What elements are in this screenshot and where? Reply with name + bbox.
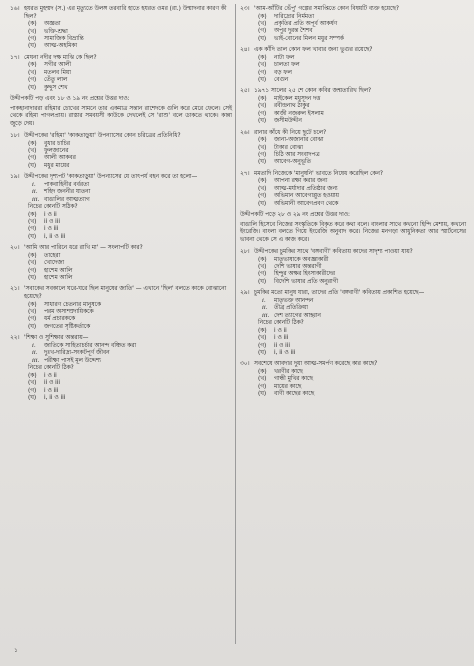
- question-20: [10, 245, 232, 282]
- question-text: উদ্দীপকের 'রহিমা' 'কাকতাড়ুয়া' উপন্যাসের কোন চরিত্রের প্রতিনিধি?: [24, 133, 181, 140]
- option-kha: (খ) ii ও iii: [28, 219, 61, 226]
- question-text: মেঘনা নদীর দক্ষ মাঝি কে ছিল?: [24, 54, 97, 61]
- question-text: উদ্দীপকের দৃশ্যপট 'কাকতাড়ুয়া' উপন্যাসের যে তাৎপর্য বহন করে তা হলো—: [24, 174, 198, 181]
- question-24: [240, 47, 466, 84]
- option-kha: (খ) ফুলজানের: [28, 148, 69, 155]
- question-16: [10, 6, 232, 51]
- option-ga: (গ) i ও iii: [28, 387, 59, 394]
- option-kha: (খ) প্রকৃতির প্রতি অপূর্ব আকর্ষণ: [258, 21, 338, 27]
- question-text: রানার কাঁধে কী নিয়ে ছুটে চলে?: [254, 129, 327, 136]
- question-text: 'আম-আঁটির ভেঁপু' গল্পের সমাপ্তিতে কোন বিষয়টি ব্যক্ত হয়েছে?: [254, 6, 399, 12]
- option-gha: (ঘ) বেগুন: [258, 77, 289, 84]
- option-ka: (ক) i ও ii: [258, 327, 287, 334]
- stimulus-title: উদ্দীপকটি পড়ে ২৮ ও ২৯ নং প্রশ্নের উত্তর দাও:: [240, 212, 350, 219]
- question-number: ২৭।: [240, 170, 250, 177]
- option-gha: (ঘ) i, ii ও iii: [28, 233, 66, 240]
- option-ga: (গ) i ও iii: [28, 226, 59, 233]
- option-gha: (ঘ) অভিমানী আবেগপ্রবণ থেকে: [258, 200, 339, 207]
- option-kha: (খ) ii ও iii: [28, 380, 61, 387]
- question-26: [240, 130, 466, 167]
- right-column: [240, 6, 466, 403]
- option-kha: (খ) মতলব মিয়া: [28, 69, 71, 76]
- column-divider: [235, 4, 236, 644]
- statement-iii: iii. পরীক্ষা পাসই মূল উদ্দেশ্য: [32, 357, 101, 364]
- option-ga: (গ) বড় ফল: [258, 69, 292, 76]
- question-number: ২০।: [10, 245, 20, 252]
- statement-ii: ii. দুঃখ-দারিদ্র্য-সংকটপূর্ণ জীবন: [32, 350, 110, 357]
- question-27: [240, 171, 466, 208]
- option-ga: (গ) মায়ের কাছে: [258, 383, 302, 390]
- option-gha: (ঘ) মধুর মায়ের: [28, 162, 70, 169]
- question-number: ২৫।: [240, 88, 250, 95]
- option-ga: (গ) ii ও iii: [258, 342, 291, 349]
- option-gha: (ঘ) বিদেশি ভাষার প্রতি অনুরাগী: [258, 278, 339, 285]
- option-kha: (খ) ভক্তি-শ্রদ্ধা: [28, 28, 68, 35]
- option-gha: (ঘ) কুদ্দুস শেখ: [28, 84, 68, 91]
- option-ka: (ক) খরণীর কাছে: [258, 368, 303, 375]
- option-gha: (ঘ) আত্ম-অহমিকা: [28, 43, 78, 50]
- question-number: ১৮।: [10, 133, 20, 140]
- statement-iii: iii. দেশ ত্যাগের আহ্বান: [262, 312, 321, 319]
- option-ga: (গ) কাজী নজরুল ইসলাম: [258, 110, 324, 117]
- option-gha: (ঘ) আবেগ-অনুভূতি: [258, 159, 312, 166]
- question-number: ১৭।: [10, 54, 20, 61]
- option-gha: (ঘ) i, ii ও iii: [28, 394, 66, 401]
- option-ga: (গ) আলী আকবর: [28, 155, 76, 162]
- question-number: ২২।: [10, 335, 20, 342]
- option-ka: (ক) তাহেরা: [28, 252, 61, 259]
- option-gha: (ঘ) i, ii ও iii: [258, 349, 296, 356]
- question-30: [240, 361, 466, 398]
- question-text: হযরত মুহম্মদ (স.) এর মৃত্যুতে উলঙ্গ তরবারি হাতে হযরত ওমর (রা.) উন্মাদনার কারণ কী ছিল?: [24, 6, 227, 20]
- stimulus-18-19: [10, 96, 232, 129]
- option-gha: (ঘ) জসীমউদ্দীন: [258, 118, 302, 125]
- question-29: [240, 290, 466, 357]
- stimulus-passage: পাকহানাদাররা রহিমার চোখের সামনে তার একমাত্র সন্তান রাশেদকে গুলি করে মেরে ফেলে। সেই থেকে রহিমা পাগলপ্রায়। রাস্তার সমবয়সী কাউকে দেখলেই সে 'রাশু' বলে ডাকতে থাকে। কান্না জুড়ে দেয়।: [10, 105, 232, 128]
- question-number: ২৮।: [240, 249, 250, 256]
- statement-i: i. পাকবাহিনীর বর্বরতা: [32, 181, 90, 188]
- option-gha: (ঘ) হাশেম আলি: [28, 275, 73, 282]
- option-ga: (গ) ধর্ম প্রচারককে: [28, 316, 76, 323]
- question-21: [10, 286, 232, 331]
- question-28: [240, 249, 466, 286]
- option-ka: (ক) আপনা রক্ষা করার জন্য: [258, 178, 328, 185]
- question-text: উদ্দীপকের চুমকির সাথে 'বঙ্গবাণী' কবিতায় কাদের সাদৃশ্য পাওয়া যায়?: [254, 249, 413, 256]
- question-22: [10, 335, 232, 402]
- question-number: ১৯।: [10, 174, 20, 181]
- statement-i: i. মাতৃভক্ত আনন্দন: [262, 297, 314, 304]
- option-kha: (খ) চালতা ফল: [258, 62, 300, 69]
- option-kha: (খ) i ও iii: [258, 335, 289, 342]
- question-text: এক কাঁদি তাল কোন ফল খাবার জন্য ভুগুর রয়েছে?: [254, 47, 373, 54]
- option-gha: (ঘ) বাণী কাছের কাছে: [258, 391, 315, 398]
- option-ga: (গ) তেঁতু লাল: [28, 77, 68, 84]
- stimulus-passage: বাঙালি হিসেবে নিজের সংস্কৃতিকে বিকৃত করে কথা বলে। বাংলার সাথে কখনো হিন্দি মেশায়, কখনো ইংরেজি। বাংলা বলতে গিয়ে ইংরেজি অনুবাদ করে। নিজের মনগড়া আধুনিকতা আর স্মার্টনেসের ভাবনা থেকে সে এ কাজ করে।: [240, 221, 467, 244]
- option-ka: (ক) সাধারণ চেতনার মানুষকে: [28, 301, 101, 308]
- option-ka: (ক) সগীর আলী: [28, 62, 72, 69]
- option-gha: (ঘ) জগতের সৃষ্টিকর্তাকে: [28, 323, 91, 330]
- question-text: 'আমি আর পারিনে ধরে রাখি মা' — সংলাপটি কার?: [24, 245, 143, 252]
- statement-ii: ii. তীব্র প্রতিক্রিয়া: [262, 305, 308, 312]
- option-ka: (ক) নাটা ফল: [258, 54, 295, 61]
- option-kha: (খ) টাকার বোঝা: [258, 144, 303, 151]
- option-ga: (গ) হাশেম আলি: [28, 267, 73, 274]
- question-text: চুমকির মতো মানুষ যারা, তাদের প্রতি 'বঙ্গবাণী' কবিতায় প্রকাশিত হয়েছে—: [254, 290, 425, 297]
- option-ga: (গ) চিঠি আর সংবাদপত্র: [258, 152, 320, 159]
- question-number: ২৬।: [240, 129, 250, 136]
- option-ka: (ক) অজ্ঞতা: [28, 21, 61, 28]
- option-ka: (ক) জানা-অজানার বোঝা: [258, 137, 324, 144]
- question-number: ২৪।: [240, 47, 250, 54]
- option-ka: (ক) দারিদ্র্যের নির্মমতা: [258, 13, 315, 20]
- question-text: 'সবাকের সবকালে ঘরে-ঘরে ছিল মানুষের জাতি' — এখানে 'ছিল' বলতে কাকে বোঝানো হয়েছে?: [24, 286, 227, 301]
- question-prompt: নিচের কোনটি ঠিক?: [28, 365, 74, 372]
- statement-ii: ii. শহিদ জননীর যাতনা: [32, 189, 91, 196]
- option-kha: (খ) আত্ম-মর্যাদার প্রতিষ্ঠার জন্য: [258, 185, 338, 192]
- question-number: ২১।: [10, 286, 20, 293]
- option-ga: (গ) হিন্দুর অক্ষর হিংসাকারীদের: [258, 271, 335, 278]
- question-25: [240, 88, 466, 125]
- option-ga: (গ) অভিমান আবেগাপ্লুত হওয়ায়: [258, 193, 339, 200]
- option-ka: (ক) i ও ii: [28, 211, 57, 218]
- option-ka: (ক) মাইকেল মধুসূদন দত্ত: [258, 96, 321, 103]
- question-23: [240, 6, 466, 43]
- question-19: [10, 174, 232, 241]
- stimulus-28-29: [240, 212, 466, 245]
- option-kha: (খ) গান্ধী মুখির কাছে: [258, 376, 313, 383]
- option-ka: (ক) বুধার চাচির: [28, 140, 70, 147]
- question-number: ১৬।: [10, 6, 20, 12]
- page-number: ১: [14, 647, 18, 654]
- statement-iii: iii. বাঙালির আত্মত্যাগ: [32, 196, 90, 203]
- option-kha: (খ) দেশি ভাষার অন্তরাগী: [258, 264, 322, 271]
- question-number: ৩০।: [240, 361, 250, 368]
- option-ka: (ক) i ও ii: [28, 372, 57, 379]
- question-number: ২৩।: [240, 6, 250, 12]
- option-kha: (খ) পরম অসাম্প্রদায়িককে: [28, 309, 94, 316]
- option-ga: (গ) অপুর দুরন্ত শৈশব: [258, 28, 313, 35]
- question-text: 'শিক্ষা ও সুশিক্ষার অন্তরায়—: [24, 335, 89, 342]
- statement-i: i. জাতিকে সাহিত্যচর্চার আনন্দ বঞ্চিত করা: [32, 342, 137, 349]
- option-kha: (খ) রবীন্দ্রনাথ ঠাকুর: [258, 103, 310, 110]
- option-ka: (ক) মাতৃভাষাকে অবজ্ঞাকারী: [258, 256, 329, 263]
- question-prompt: নিচের কোনটি সঠিক?: [28, 204, 78, 211]
- question-text: ১৯৭১ সালের ২৫ শে কোন কবির জন্মতারিখ ছিল?: [254, 88, 372, 95]
- question-prompt: নিচের কোনটি ঠিক?: [258, 320, 304, 327]
- left-column: [10, 6, 232, 406]
- question-17: [10, 55, 232, 92]
- question-text: সবশেষে আবদার দুয়া আত্ম-সমর্পণ করেছে কার কাছে?: [254, 361, 378, 368]
- question-18: [10, 133, 232, 170]
- stimulus-title: উদ্দীপকটি পড় এবং ১৮ ও ১৯ নং প্রশ্নের উত্তর দাও:: [10, 96, 130, 103]
- option-gha: (ঘ) ভাই-বোনের মিলন মধুর সম্পর্ক: [258, 35, 344, 42]
- option-kha: (খ) খোদেজা: [28, 260, 65, 267]
- question-text: মমতাদি নিজেকে 'মানুষনি' ভাবতে নিষেধ করেছিল কেন?: [254, 170, 383, 177]
- question-number: ২৯।: [240, 290, 250, 297]
- option-ga: (গ) সামাজিক বিভ্রান্তি: [28, 36, 84, 42]
